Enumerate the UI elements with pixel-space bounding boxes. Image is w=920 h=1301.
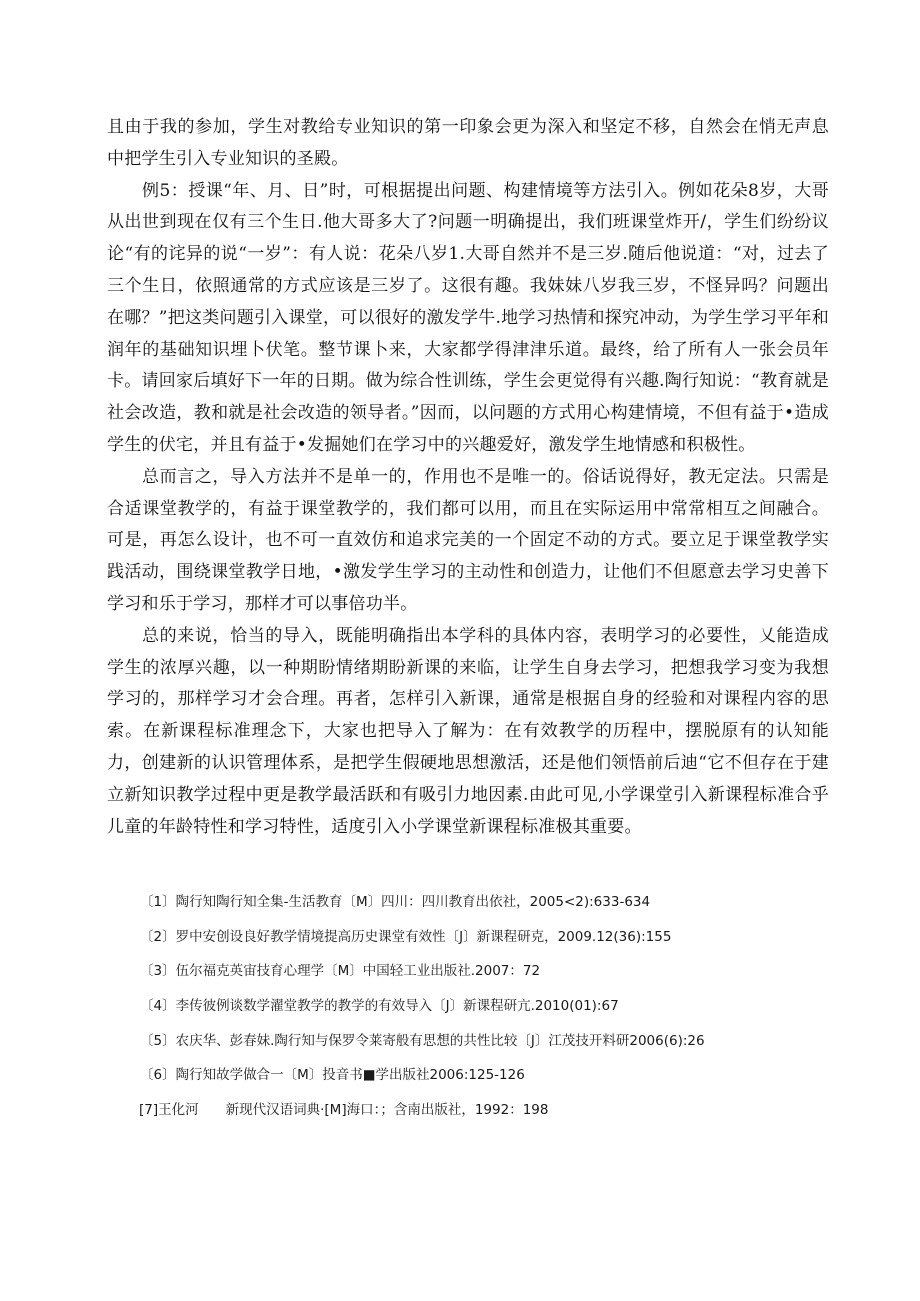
paragraph-conclusion: 总的来说，恰当的导入，既能明确指出本学科的具体内容，表明学习的必要性，乂能造成学生的浓厚兴趣，以一种期盼情绪期盼新课的来临，让学生自身去学习，把想我学习变为我想学习的，那样学习才会合理。再者，怎样引入新课，通常是根据自身的经验和对课程内容的思索。在新课程标准理念下，大家也把导入了解为：在有效教学的历程中，摆脱原有的认知能力，创建新的认识管理体系，是把学生假硬地思想激活，还是他们领悟前后迪“它不但存在于建立新知识教学过程中更是教学最活跃和有吸引力地因素.由此可见,小学课堂引入新课程标准合乎儿童的年龄特性和学习特性，适度引入小学课堂新课程标准极其重要。 bbox=[107, 625, 829, 837]
reference-item-2: 〔2〕罗中安创设良好教学情境提高历史课堂有效性〔J〕新课程研克，2009.12(36):155 bbox=[140, 928, 672, 945]
body-text bbox=[107, 112, 829, 843]
reference-item-7: [7]王化河 新现代汉语词典·[M]海口：；含南出版社，1992：198 bbox=[139, 1102, 549, 1119]
reference-item-5: 〔5〕农庆华、彭春妹.陶行知与保罗令莱寄般有思想的共性比较〔J〕江茂技开料研2006(6):26 bbox=[140, 1032, 705, 1049]
reference-item-1: 〔1〕陶行知陶行知全集-生活教育〔M〕四川：四川教育出依社，2005<2):633-634 bbox=[140, 894, 651, 910]
reference-item-3: 〔3〕伍尔福克英宙技育心理学〔M〕中国轻工业出版社.2007：72 bbox=[140, 963, 541, 980]
paragraph-continuation: 且由于我的参加，学生对教给专业知识的第一印象会更为深入和坚定不移，自然会在悄无声息中把学生引入专业知识的圣殿。 bbox=[107, 117, 829, 169]
reference-item-4: 〔4〕李传彼例谈数学濯堂教学的教学的有效导入〔J〕新课程研亢.2010(01):67 bbox=[140, 998, 619, 1015]
reference-list bbox=[140, 890, 830, 1133]
paragraph-summary: 总而言之，导入方法并不是单一的，作用也不是唯一的。俗话说得好，教无定法。只需是合适课堂教学的，有益于课堂教学的，我们都可以用，而且在实际运用中常常相互之间融合。可是，再怎么设计，也不可一直效仿和追求完美的一个固定不动的方式。要立足于课堂教学实践活动，围绕课堂教学日地，•激发学生学习的主动性和创造力，让他们不但愿意去学习史善下学习和乐于学习，那样才可以事倍功半。 bbox=[107, 466, 829, 614]
paragraph-example-5: 例5：授课“年、月、日”时，可根据提出问题、构建情境等方法引入。例如花朵8岁，大哥从出世到现在仅有三个生日.他大哥多大了?问题一明确提出，我们班课堂炸开/，学生们纷纷议论“有的诧异的说“一岁”：有人说：花朵八岁1.大哥自然并不是三岁.随后他说道：“对，过去了三个生日，依照通常的方式应该是三岁了。这很有趣。我妹妹八岁我三岁，不怪异吗？问题出在哪？”把这类问题引入课堂，可以很好的激发学牛.地学习热情和探究冲动，为学生学习平年和润年的基础知识埋卜伏笔。整节课卜来，大家都学得津津乐道。最终，给了所有人一张会员年卡。请回家后填好下一年的日期。做为综合性训练，学生会更觉得有兴趣.陶行知说：“教育就是社会改造，教和就是社会改造的领导者。”因而，以问题的方式用心构建情境，不但有益于•造成学生的伏宅，并且有益于•发掘她们在学习中的兴趣爱好，激发学生地情感和积极性。 bbox=[107, 180, 829, 455]
reference-item-6: 〔6〕陶行知故学做合一〔M〕投音书■学出版社2006:125-126 bbox=[140, 1067, 525, 1084]
